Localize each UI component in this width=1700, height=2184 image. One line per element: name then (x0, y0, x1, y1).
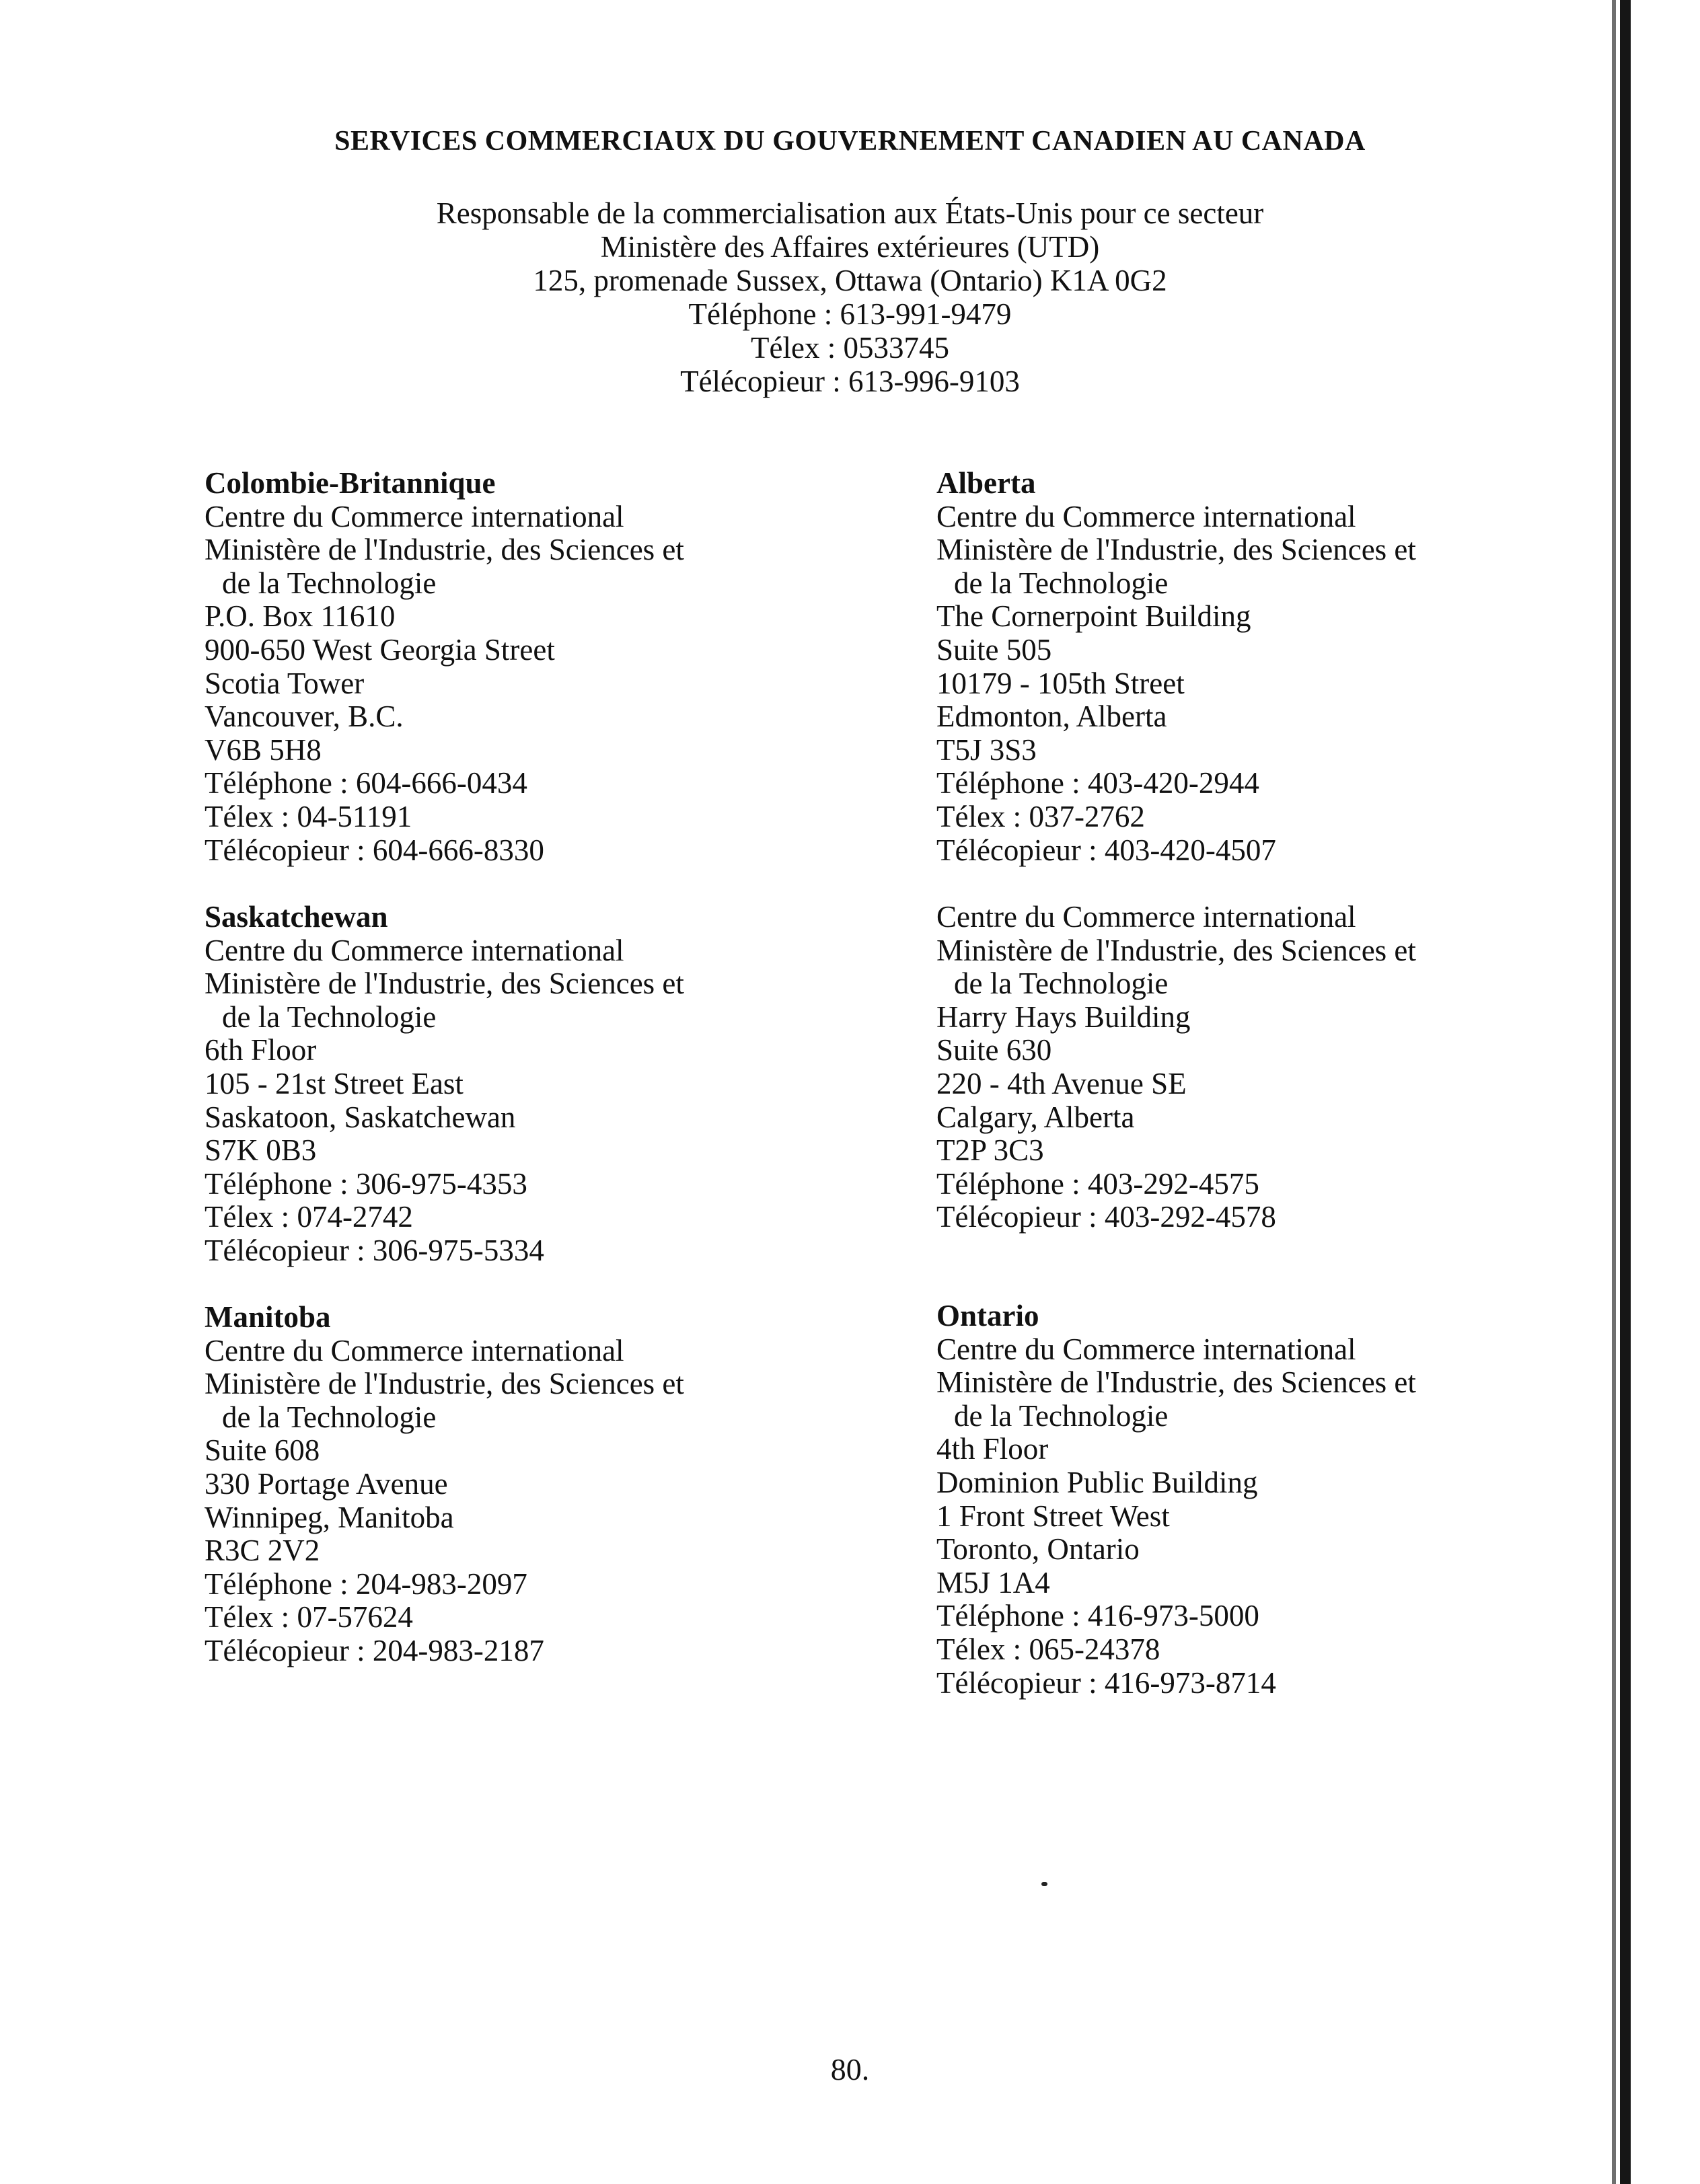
office-line: Suite 630 (936, 1033, 1052, 1067)
office-line: Télécopieur : 306-975-5334 (205, 1233, 544, 1267)
office-ontario (936, 1300, 1650, 1700)
office-line: Télécopieur : 403-420-4507 (936, 833, 1276, 867)
office-line: Vancouver, B.C. (205, 700, 404, 734)
office-line: Centre du Commerce international (205, 499, 624, 533)
office-line: de la Technologie (954, 1398, 1169, 1433)
office-name: Saskatchewan (205, 900, 388, 934)
office-line: Edmonton, Alberta (936, 700, 1167, 734)
office-line: T5J 3S3 (936, 732, 1037, 767)
office-alberta-calgary (936, 901, 1650, 1234)
office-alberta-edmonton (936, 467, 1650, 867)
office-line: Téléphone : 604-666-0434 (205, 766, 527, 800)
header-line: Télécopieur : 613-996-9103 (680, 365, 1020, 398)
office-line: Téléphone : 416-973-5000 (936, 1599, 1259, 1633)
scan-speck (1041, 1882, 1047, 1886)
office-line: Télex : 07-57624 (205, 1600, 413, 1634)
office-line: S7K 0B3 (205, 1133, 317, 1168)
office-line: Centre du Commerce international (936, 1332, 1356, 1366)
office-line: Télex : 037-2762 (936, 799, 1145, 833)
office-line: The Cornerpoint Building (936, 599, 1251, 634)
office-line: T2P 3C3 (936, 1133, 1044, 1168)
office-line: Télex : 04-51191 (205, 799, 412, 833)
office-line: Winnipeg, Manitoba (205, 1500, 454, 1534)
office-line: 1 Front Street West (936, 1499, 1170, 1533)
header-line: 125, promenade Sussex, Ottawa (Ontario) K1A 0G2 (533, 264, 1167, 297)
office-line: Centre du Commerce international (205, 933, 624, 967)
header-line: Télex : 0533745 (751, 331, 949, 365)
office-line: Télex : 065-24378 (936, 1632, 1160, 1666)
office-colombie-britannique (205, 467, 918, 867)
office-line: Suite 505 (936, 632, 1052, 667)
office-line: Ministère de l'Industrie, des Sciences et (936, 1365, 1416, 1400)
office-line: Centre du Commerce international (205, 1333, 624, 1367)
office-line: 900-650 West Georgia Street (205, 632, 555, 667)
header-line: Téléphone : 613-991-9479 (688, 297, 1012, 331)
office-line: Centre du Commerce international (936, 499, 1356, 533)
office-line: 220 - 4th Avenue SE (936, 1066, 1187, 1100)
office-line: Ministère de l'Industrie, des Sciences et (936, 533, 1416, 567)
office-line: Toronto, Ontario (936, 1532, 1140, 1567)
page-title: SERVICES COMMERCIAUX DU GOUVERNEMENT CANADIEN AU CANADA (334, 126, 1366, 157)
office-line: 6th Floor (205, 1033, 317, 1067)
office-line: P.O. Box 11610 (205, 599, 396, 634)
office-saskatchewan (205, 901, 918, 1268)
office-line: Dominion Public Building (936, 1465, 1258, 1499)
office-line: Téléphone : 403-420-2944 (936, 766, 1259, 800)
office-line: 330 Portage Avenue (205, 1466, 448, 1501)
office-line: Télex : 074-2742 (205, 1200, 413, 1234)
office-line: Ministère de l'Industrie, des Sciences et (205, 1367, 684, 1401)
office-line: R3C 2V2 (205, 1534, 320, 1568)
office-manitoba (205, 1301, 918, 1668)
office-line: Ministère de l'Industrie, des Sciences et (205, 967, 684, 1001)
office-line: de la Technologie (954, 967, 1169, 1001)
office-line: de la Technologie (222, 566, 437, 600)
header-line: Responsable de la commercialisation aux États-Unis pour ce secteur (436, 196, 1264, 230)
office-line: M5J 1A4 (936, 1565, 1050, 1599)
office-name: Colombie-Britannique (205, 466, 496, 500)
office-line: de la Technologie (222, 1400, 437, 1434)
office-line: Harry Hays Building (936, 1000, 1191, 1034)
office-line: Télécopieur : 604-666-8330 (205, 833, 544, 867)
office-name: Alberta (936, 466, 1036, 500)
page-number: 80. (830, 2052, 870, 2086)
office-line: 4th Floor (936, 1432, 1049, 1466)
office-line: 105 - 21st Street East (205, 1066, 464, 1100)
office-line: Télécopieur : 416-973-8714 (936, 1665, 1276, 1700)
office-line: Télécopieur : 403-292-4578 (936, 1200, 1276, 1234)
office-line: 10179 - 105th Street (936, 666, 1185, 700)
office-line: Centre du Commerce international (936, 900, 1356, 934)
office-line: Ministère de l'Industrie, des Sciences et (205, 533, 684, 567)
office-line: Ministère de l'Industrie, des Sciences et (936, 933, 1416, 967)
office-name: Manitoba (205, 1300, 331, 1334)
office-line: Calgary, Alberta (936, 1100, 1135, 1134)
office-line: Saskatoon, Saskatchewan (205, 1100, 516, 1134)
office-line: Scotia Tower (205, 666, 365, 700)
header-contact-block (0, 196, 1700, 398)
header-line: Ministère des Affaires extérieures (UTD) (600, 230, 1100, 264)
office-line: de la Technologie (954, 566, 1169, 600)
office-line: Télécopieur : 204-983-2187 (205, 1633, 544, 1667)
office-line: de la Technologie (222, 1000, 437, 1034)
office-line: Téléphone : 204-983-2097 (205, 1567, 527, 1601)
office-line: V6B 5H8 (205, 732, 322, 767)
office-line: Téléphone : 403-292-4575 (936, 1166, 1259, 1201)
office-line: Téléphone : 306-975-4353 (205, 1166, 527, 1201)
office-line: Suite 608 (205, 1433, 320, 1468)
office-name: Ontario (936, 1299, 1039, 1332)
